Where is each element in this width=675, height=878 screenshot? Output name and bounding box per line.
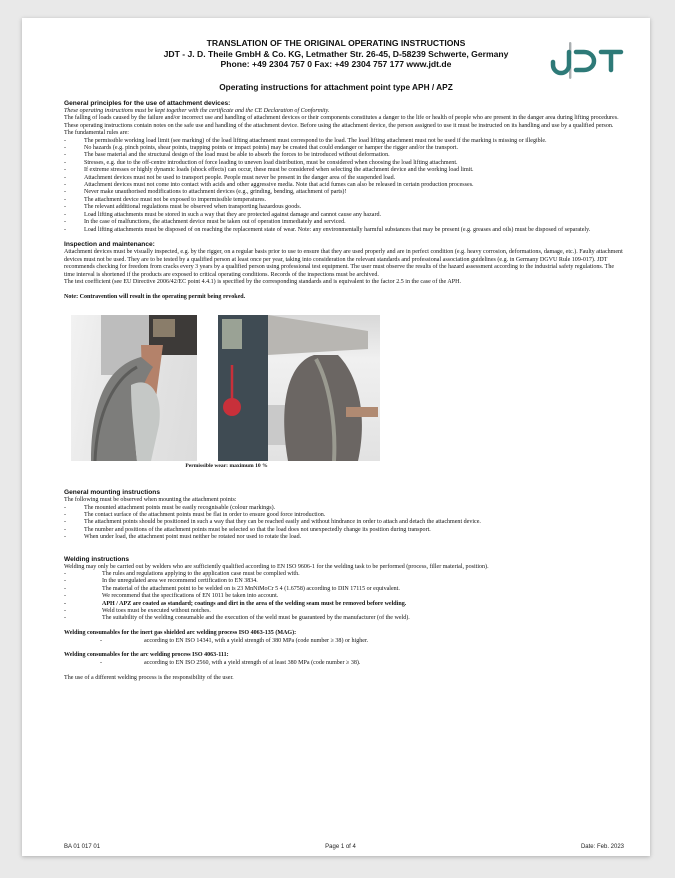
- document-date: Date: Feb. 2023: [580, 844, 624, 850]
- list-item: - Weld toes must be executed without notches.: [64, 608, 211, 614]
- arc-list: [64, 660, 624, 667]
- list-item: - If extreme stresses or highly dynamic loads (shock effects) can occur, these must be considered when selecting the attachment device and the working load limit.: [64, 167, 474, 174]
- list-item: - In the case of malfunctions, the attachment device must be taken out of operation immediately and serviced.: [64, 219, 346, 226]
- list-item: - according to EN ISO 2560, with a yield strength of at least 380 MPa (code number ≥ 38).: [100, 659, 361, 666]
- contravention-note: Note: Contravention will result in the operating permit being revoked.: [64, 293, 246, 300]
- caliper-measurement-image: [71, 315, 197, 461]
- list-item: - When under load, the attachment point must neither be rotated nor used to rotate the load.: [64, 534, 302, 541]
- list-item: - No hazards (e.g. pinch points, shear points, trapping points or impact points) may be created that could endanger or hamper the rigger and/or the transport.: [64, 145, 458, 152]
- list-item: - The rules and regulations applying to the application case must be complied with.: [64, 570, 300, 577]
- list-item: - APH / APZ are coated as standard; coatings and dirt in the area of the welding seam must be removed before welding.: [64, 600, 407, 607]
- caliper-photo-2: [218, 315, 380, 461]
- list-item: - The mounted attachment points must be easily recognisable (colour markings).: [64, 504, 276, 511]
- intro-italic: These operating instructions must be kept together with the certificate and the CE Declaration of Conformity.: [64, 108, 330, 114]
- page-footer: [64, 844, 624, 850]
- welding-list: [64, 571, 624, 623]
- paragraph: The following must be observed when mounting the attachment points:: [64, 497, 237, 504]
- closing-note: The use of a different welding process is the responsibility of the user.: [64, 674, 234, 681]
- document-page: [22, 18, 650, 856]
- inspection-section: [64, 241, 624, 470]
- mag-heading: Welding consumables for the inert gas shielded arc welding process ISO 4063-135 (MAG):: [64, 630, 297, 637]
- list-item: - Load lifting attachments must be stored in such a way that they are protected against damage and cannot cause any hazard.: [64, 211, 382, 218]
- list-item: - The attachment device must not be exposed to impermissible temperatures.: [64, 196, 267, 203]
- letterhead-address: JDT - J. D. Theile GmbH & Co. KG, Letmather Str. 26-45, D-58239 Schwerte, Germany: [163, 48, 509, 59]
- caliper-measurement-image: [218, 315, 380, 461]
- jdt-logo: [550, 40, 624, 80]
- mounting-section: [64, 489, 624, 541]
- rules-intro: The fundamental rules are:: [64, 130, 129, 137]
- list-item: - Never make unauthorised modifications to attachment devices (e.g., grinding, bending, attachment of parts)!: [64, 189, 347, 196]
- welding-section: [64, 556, 624, 682]
- list-item: - Attachment devices must not be used to transport people. People must never be present in the danger area of the suspended load.: [64, 174, 396, 181]
- paragraph: Welding may only be carried out by welders who are sufficiently qualified according to EN ISO 9606-1 for the welding task to be performed (process, filler material, position).: [64, 563, 489, 570]
- photo-caption: Permissible wear: maximum 10 %: [185, 463, 268, 470]
- list-item: - The material of the attachment point to be welded on is 23 MnNiMoCr 5 4 (1.6758) according to DIN 17115 or equivalent.: [64, 585, 400, 592]
- mag-list: [64, 638, 624, 645]
- rules-list: [64, 138, 624, 234]
- paragraph: The falling of loads caused by the failure and/or incorrect use and handling of attachment devices or their components constitutes a danger to the life or health of people who are present in the danger area during lifting procedures.: [64, 115, 619, 122]
- mounting-list: [64, 505, 624, 542]
- list-item: - In the unregulated area we recommend certification to EN 3834.: [64, 578, 258, 585]
- page-number: Page 1 of 4: [325, 844, 356, 850]
- document-body: [64, 100, 624, 682]
- paragraph: These operating instructions contain notes on the safe use and handling of the attachment device. Before using the attachment device, the person assigned to use it must be instructed on its handling and use by a qualified person.: [64, 122, 614, 129]
- section-heading: Inspection and maintenance:: [64, 241, 155, 249]
- document-title: Operating instructions for attachment point type APH / APZ: [219, 82, 453, 92]
- wear-photos: [64, 315, 624, 470]
- caliper-photo-1: [71, 315, 197, 461]
- section-heading: Welding instructions: [64, 555, 130, 563]
- list-item: - Attachment devices must not come into contact with acids and other aggressive media. Note that acid fumes can also be released in certain production processes.: [64, 182, 474, 189]
- arc-heading: Welding consumables for the arc welding process ISO 4063-111:: [64, 652, 229, 659]
- paragraph: Attachment devices must be visually inspected, e.g. by the rigger, on a regular basis prior to use to ensure that they are used properly and are in perfect condition (e.g. heavy corrosion, deformations, damage, etc.). Faulty attachment devices must not be used. They are to be tested by a qualified person at least once per year, taking into consideration the relevant standards and professional association guidelines (e.g. in Germany DGVU Rule 109-017). JDT recommends checking for freedom from cracks every 3 years by a qualified person using professional test equipment. The user must observe the results of the hazard assessment according to the industrial safety regulations. The time interval is shortened if the products are exposed to critical operating conditions. Records of the inspections must be archived.: [64, 249, 623, 278]
- list-item: - Load lifting attachments must be disposed of on reaching the replacement state of wear. Note: any environmentally harmful substances that may be present (e.g. greases and oils) must be disposed of separately.: [64, 226, 591, 233]
- paragraph: The test coefficient (see EU Directive 2006/42/EC point 4.4.1) is specified by the corresponding standards and is equivalent to the factor 2.5 in the case of the APH.: [64, 278, 462, 285]
- list-item: - Stresses, e.g. due to the off-centre introduction of force leading to uneven load distribution, must be considered when choosing the load lifting attachment.: [64, 159, 458, 166]
- list-item: - The suitability of the welding consumable and the execution of the weld must be guaranteed by the manufacturer (of the weld).: [64, 615, 410, 622]
- list-item: - The base material and the structural design of the load must be able to absorb the forces to be introduced without deformation.: [64, 152, 390, 159]
- list-item: - The relevant additional regulations must be observed when transporting hazardous goods.: [64, 204, 302, 211]
- section-heading: General principles for the use of attachment devices:: [64, 100, 231, 107]
- list-item: - The attachment points should be positioned in such a way that they can be reached easily and without hindrance in order to attach and detach the attachment device.: [64, 519, 481, 526]
- document-number: BA 01 017 01: [64, 844, 101, 850]
- list-item: - The number and positions of the attachment points must be selected so that the load does not unexpectedly change its position during transport.: [64, 526, 431, 533]
- general-principles-section: [64, 100, 624, 234]
- section-heading: General mounting instructions: [64, 489, 160, 497]
- list-item: - The permissible working load limit (see marking) of the load lifting attachment must correspond to the load. The load lifting attachment must not be used if the marking is missing or illegible.: [64, 137, 547, 144]
- letterhead-title: TRANSLATION OF THE ORIGINAL OPERATING INSTRUCTIONS: [206, 38, 466, 48]
- list-item: - The contact surface of the attachment points must be flat in order to ensure good force introduction.: [64, 511, 326, 518]
- list-item: - according to EN ISO 14341, with a yield strength of 380 MPa (code number ≥ 38) or higher.: [100, 637, 369, 644]
- list-item: - We recommend that the specifications of EN 1011 be taken into account.: [64, 593, 279, 600]
- letterhead-contact: Phone: +49 2304 757 0 Fax: +49 2304 757 177 www.jdt.de: [220, 59, 452, 69]
